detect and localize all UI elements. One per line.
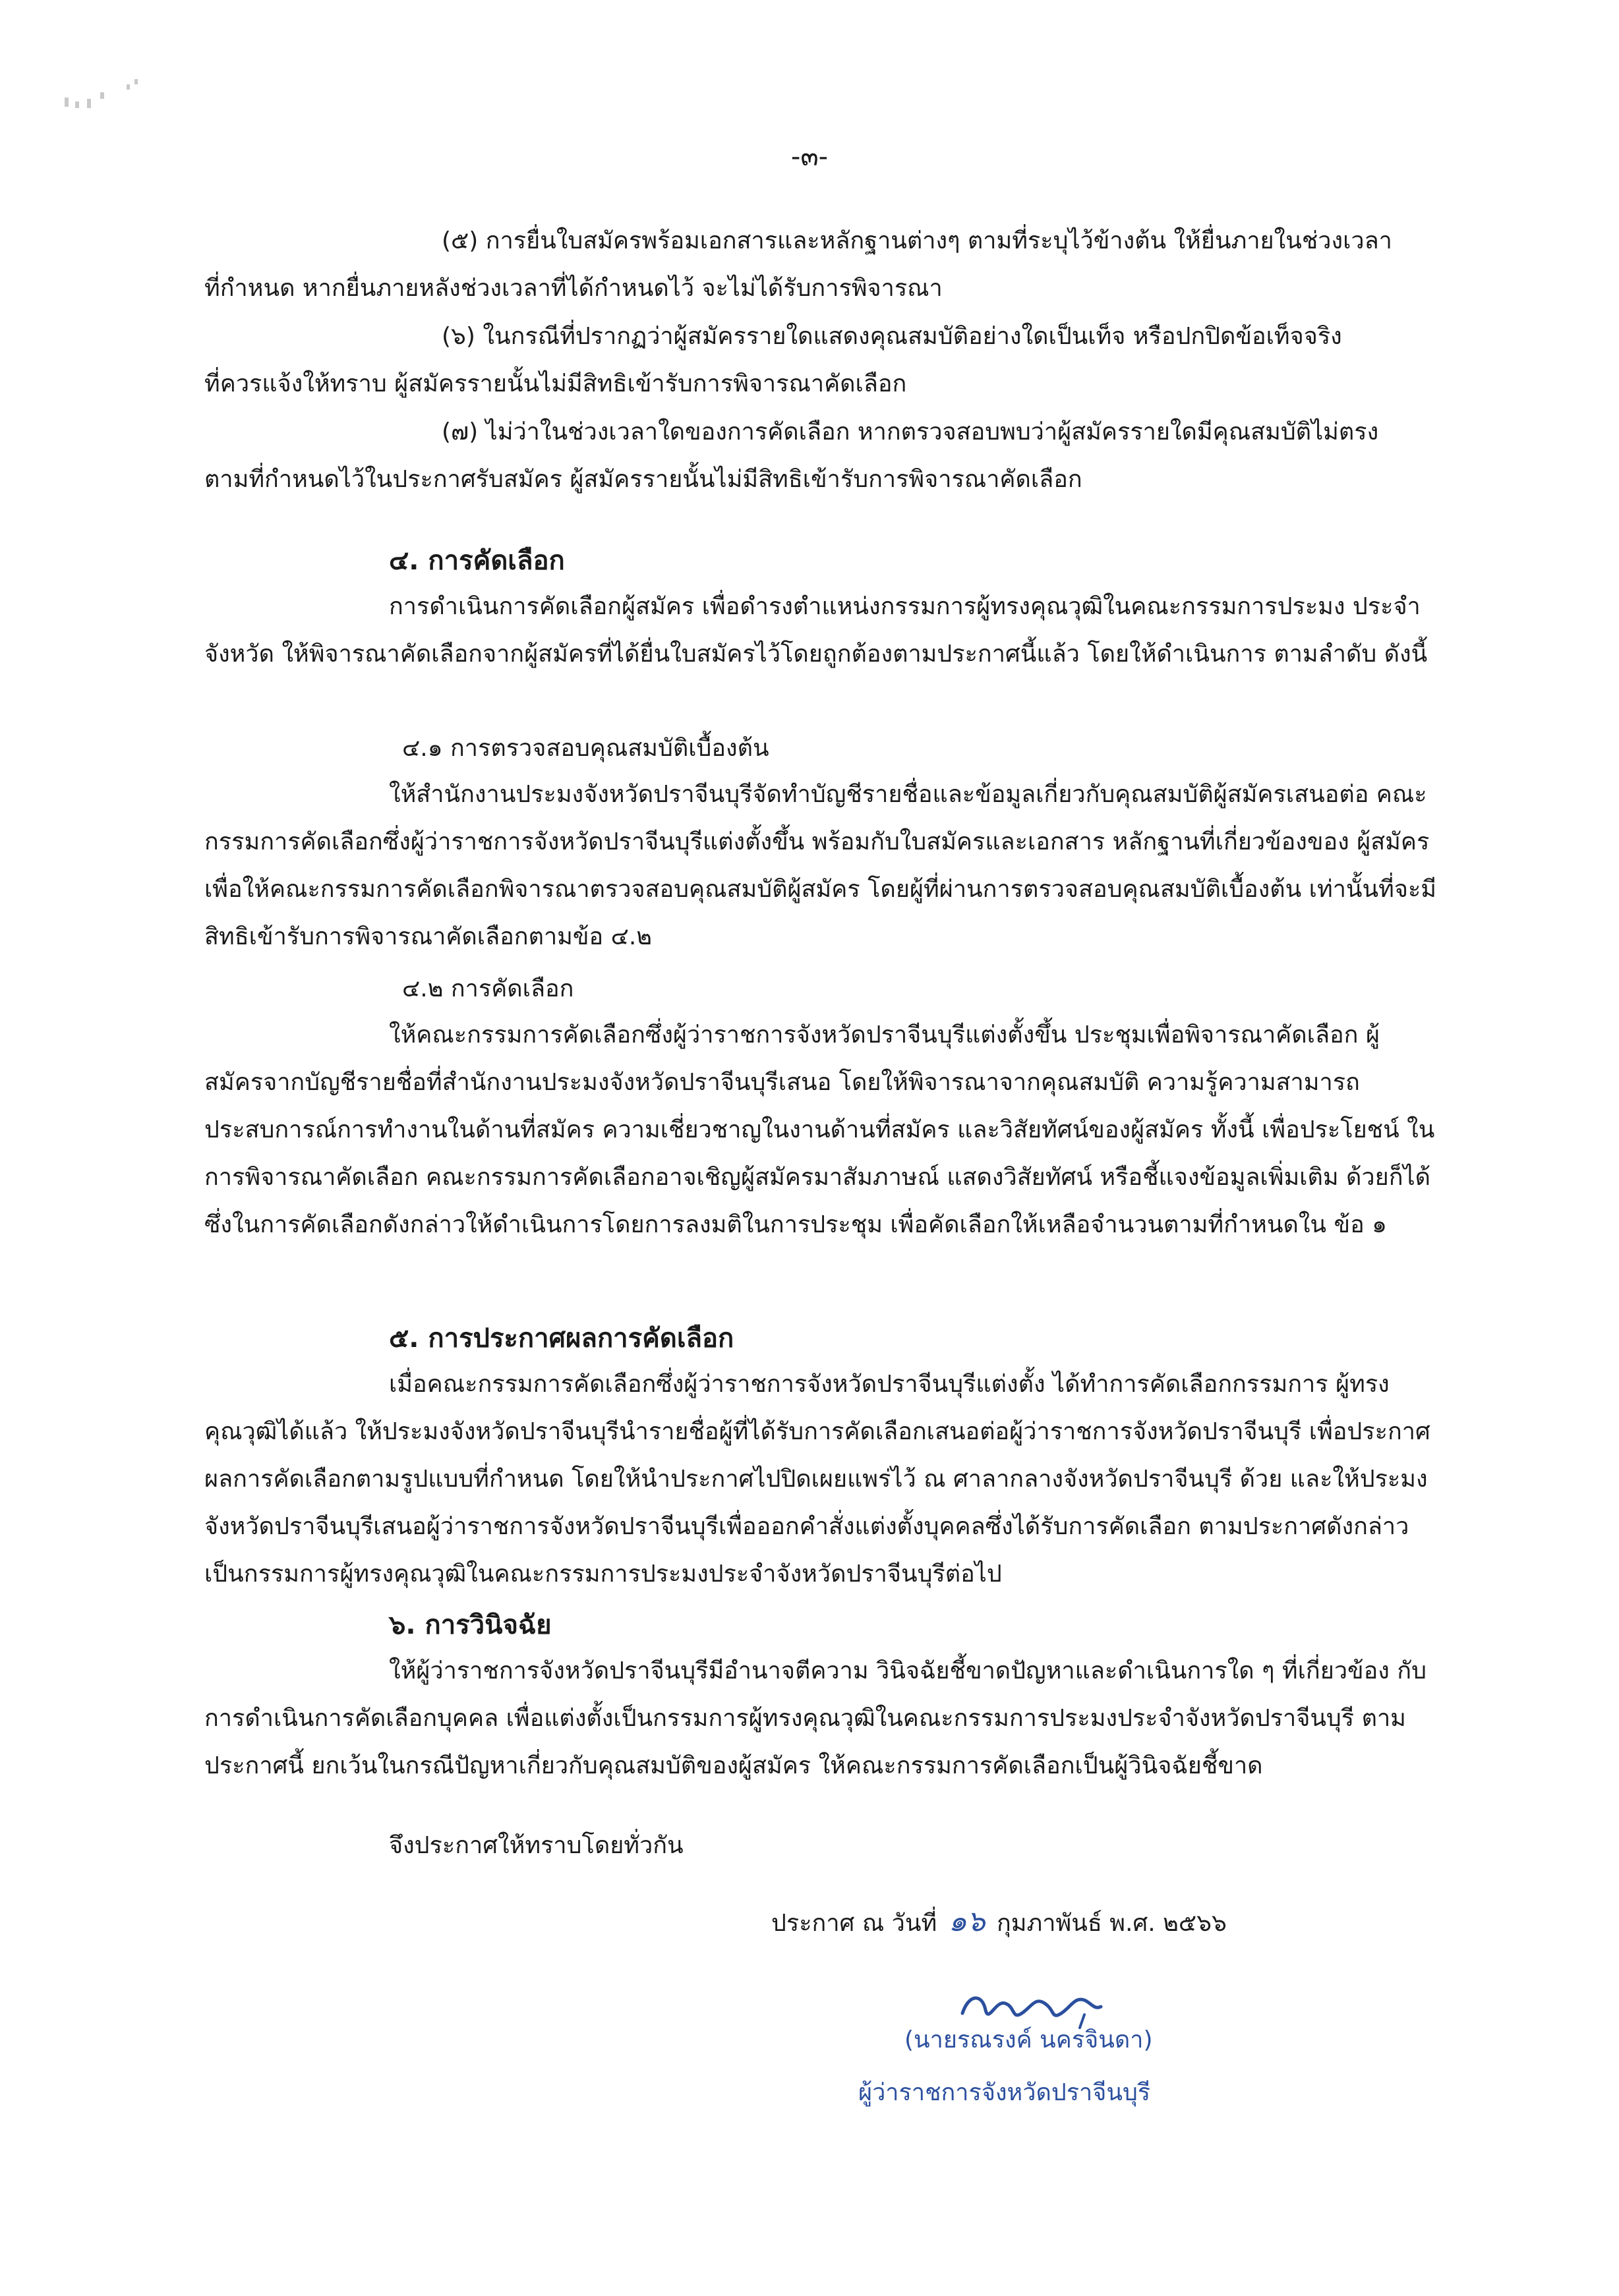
- section-5-heading: ๕. การประกาศผลการคัดเลือก: [389, 1323, 734, 1354]
- date-prefix: ประกาศ ณ วันที่: [771, 1910, 937, 1937]
- section-4-intro: การดำเนินการคัดเลือกผู้สมัคร เพื่อดำรงตำแหน่งกรรมการผู้ทรงคุณวุฒิในคณะกรรมการประมง ประจำจังหวัด ให้พิจารณาคัดเลือกจากผู้สมัครที่ได้ยื่นใบสมัครไว้โดยถูกต้องตามประกาศนี้แล้ว โดยให้ดำเนินการ ตามลำดับ ดังนี้: [204, 593, 1428, 668]
- announcement-date: [771, 1898, 1227, 1947]
- section-4-1-title: ๔.๑ การตรวจสอบคุณสมบัติเบื้องต้น: [402, 735, 769, 762]
- section-4-heading: ๔. การคัดเลือก: [389, 546, 565, 576]
- page-number: -๓-: [790, 142, 829, 172]
- section-6-heading: ๖. การวินิจฉัย: [389, 1610, 552, 1640]
- signer-title: ผู้ว่าราชการจังหวัดปราจีนบุรี: [858, 2079, 1151, 2106]
- item-5: (๕) การยื่นใบสมัครพร้อมเอกสารและหลักฐานต่างๆ ตามที่ระบุไว้ข้างต้น ให้ยื่นภายในช่วงเวลา ที่กำหนด หากยื่นภายหลังช่วงเวลาที่ได้กำหนดไว้ จะไม่ได้รับการพิจารณา: [204, 227, 1392, 302]
- stamp-mark-icon: [61, 72, 160, 132]
- date-day: ๑๖: [948, 1905, 986, 1938]
- item-7: (๗) ไม่ว่าในช่วงเวลาใดของการคัดเลือก หากตรวจสอบพบว่าผู้สมัครรายใดมีคุณสมบัติไม่ตรง ตามที่กำหนดไว้ในประกาศรับสมัคร ผู้สมัครรายนั้นไม่มีสิทธิเข้ารับการพิจารณาคัดเลือก: [204, 418, 1379, 493]
- closing-statement: จึงประกาศให้ทราบโดยทั่วกัน: [389, 1832, 684, 1859]
- item-6: (๖) ในกรณีที่ปรากฏว่าผู้สมัครรายใดแสดงคุณสมบัติอย่างใดเป็นเท็จ หรือปกปิดข้อเท็จจริง ที่ควรแจ้งให้ทราบ ผู้สมัครรายนั้นไม่มีสิทธิเข้ารับการพิจารณาคัดเลือก: [204, 323, 1342, 397]
- section-4-2-body: ให้คณะกรรมการคัดเลือกซึ่งผู้ว่าราชการจังหวัดปราจีนบุรีแต่งตั้งขึ้น ประชุมเพื่อพิจารณาคัดเลือก ผู้สมัครจากบัญชีรายชื่อที่สำนักงานประมงจังหวัดปราจีนบุรีเสนอ โดยให้พิจารณาจากคุณสมบัติ ความรู้ความสามารถ ประสบการณ์การทำงานในด้านที่สมัคร ความเชี่ยวชาญในงานด้านที่สมัคร และวิสัยทัศน์ของผู้สมัคร ทั้งนี้ เพื่อประโยชน์ ในการพิจารณาคัดเลือก คณะกรรมการคัดเลือกอาจเชิญผู้สมัครมาสัมภาษณ์ แสดงวิสัยทัศน์ หรือชี้แจงข้อมูลเพิ่มเติม ด้วยก็ได้ ซึ่งในการคัดเลือกดังกล่าวให้ดำเนินการโดยการลงมติในการประชุม เพื่อคัดเลือกให้เหลือจำนวนตามที่กำหนดใน ข้อ ๑: [204, 1021, 1435, 1238]
- section-5-body: เมื่อคณะกรรมการคัดเลือกซึ่งผู้ว่าราชการจังหวัดปราจีนบุรีแต่งตั้ง ได้ทำการคัดเลือกกรรมการ ผู้ทรงคุณวุฒิได้แล้ว ให้ประมงจังหวัดปราจีนบุรีนำรายชื่อผู้ที่ได้รับการคัดเลือกเสนอต่อผู้ว่าราชการจังหวัดปราจีนบุรี เพื่อประกาศผลการคัดเลือกตามรูปแบบที่กำหนด โดยให้นำประกาศไปปิดเผยแพร่ไว้ ณ ศาลากลางจังหวัดปราจีนบุรี ด้วย และให้ประมงจังหวัดปราจีนบุรีเสนอผู้ว่าราชการจังหวัดปราจีนบุรีเพื่อออกคำสั่งแต่งตั้งบุคคลซึ่งได้รับการคัดเลือก ตามประกาศดังกล่าว เป็นกรรมการผู้ทรงคุณวุฒิในคณะกรรมการประมงประจำจังหวัดปราจีนบุรีต่อไป: [204, 1371, 1430, 1588]
- section-6-body: ให้ผู้ว่าราชการจังหวัดปราจีนบุรีมีอำนาจตีความ วินิจฉัยชี้ขาดปัญหาและดำเนินการใด ๆ ที่เกี่ยวข้อง กับการดำเนินการคัดเลือกบุคคล เพื่อแต่งตั้งเป็นกรรมการผู้ทรงคุณวุฒิในคณะกรรมการประมงประจำจังหวัดปราจีนบุรี ตามประกาศนี้ ยกเว้นในกรณีปัญหาเกี่ยวกับคุณสมบัติของผู้สมัคร ให้คณะกรรมการคัดเลือกเป็นผู้วินิจฉัยชี้ขาด: [204, 1657, 1427, 1779]
- section-4-1-body: ให้สำนักงานประมงจังหวัดปราจีนบุรีจัดทำบัญชีรายชื่อและข้อมูลเกี่ยวกับคุณสมบัติผู้สมัครเสนอต่อ คณะกรรมการคัดเลือกซึ่งผู้ว่าราชการจังหวัดปราจีนบุรีแต่งตั้งขึ้น พร้อมกับใบสมัครและเอกสาร หลักฐานที่เกี่ยวข้องของ ผู้สมัคร เพื่อให้คณะกรรมการคัดเลือกพิจารณาตรวจสอบคุณสมบัติผู้สมัคร โดยผู้ที่ผ่านการตรวจสอบคุณสมบัติเบื้องต้น เท่านั้นที่จะมีสิทธิเข้ารับการพิจารณาคัดเลือกตามข้อ ๔.๒: [204, 781, 1437, 950]
- signer-name: (นายรณรงค์ นครจินดา): [904, 2026, 1153, 2053]
- date-month-year: กุมภาพันธ์ พ.ศ. ๒๕๖๖: [997, 1910, 1227, 1937]
- section-4-2-title: ๔.๒ การคัดเลือก: [402, 975, 574, 1002]
